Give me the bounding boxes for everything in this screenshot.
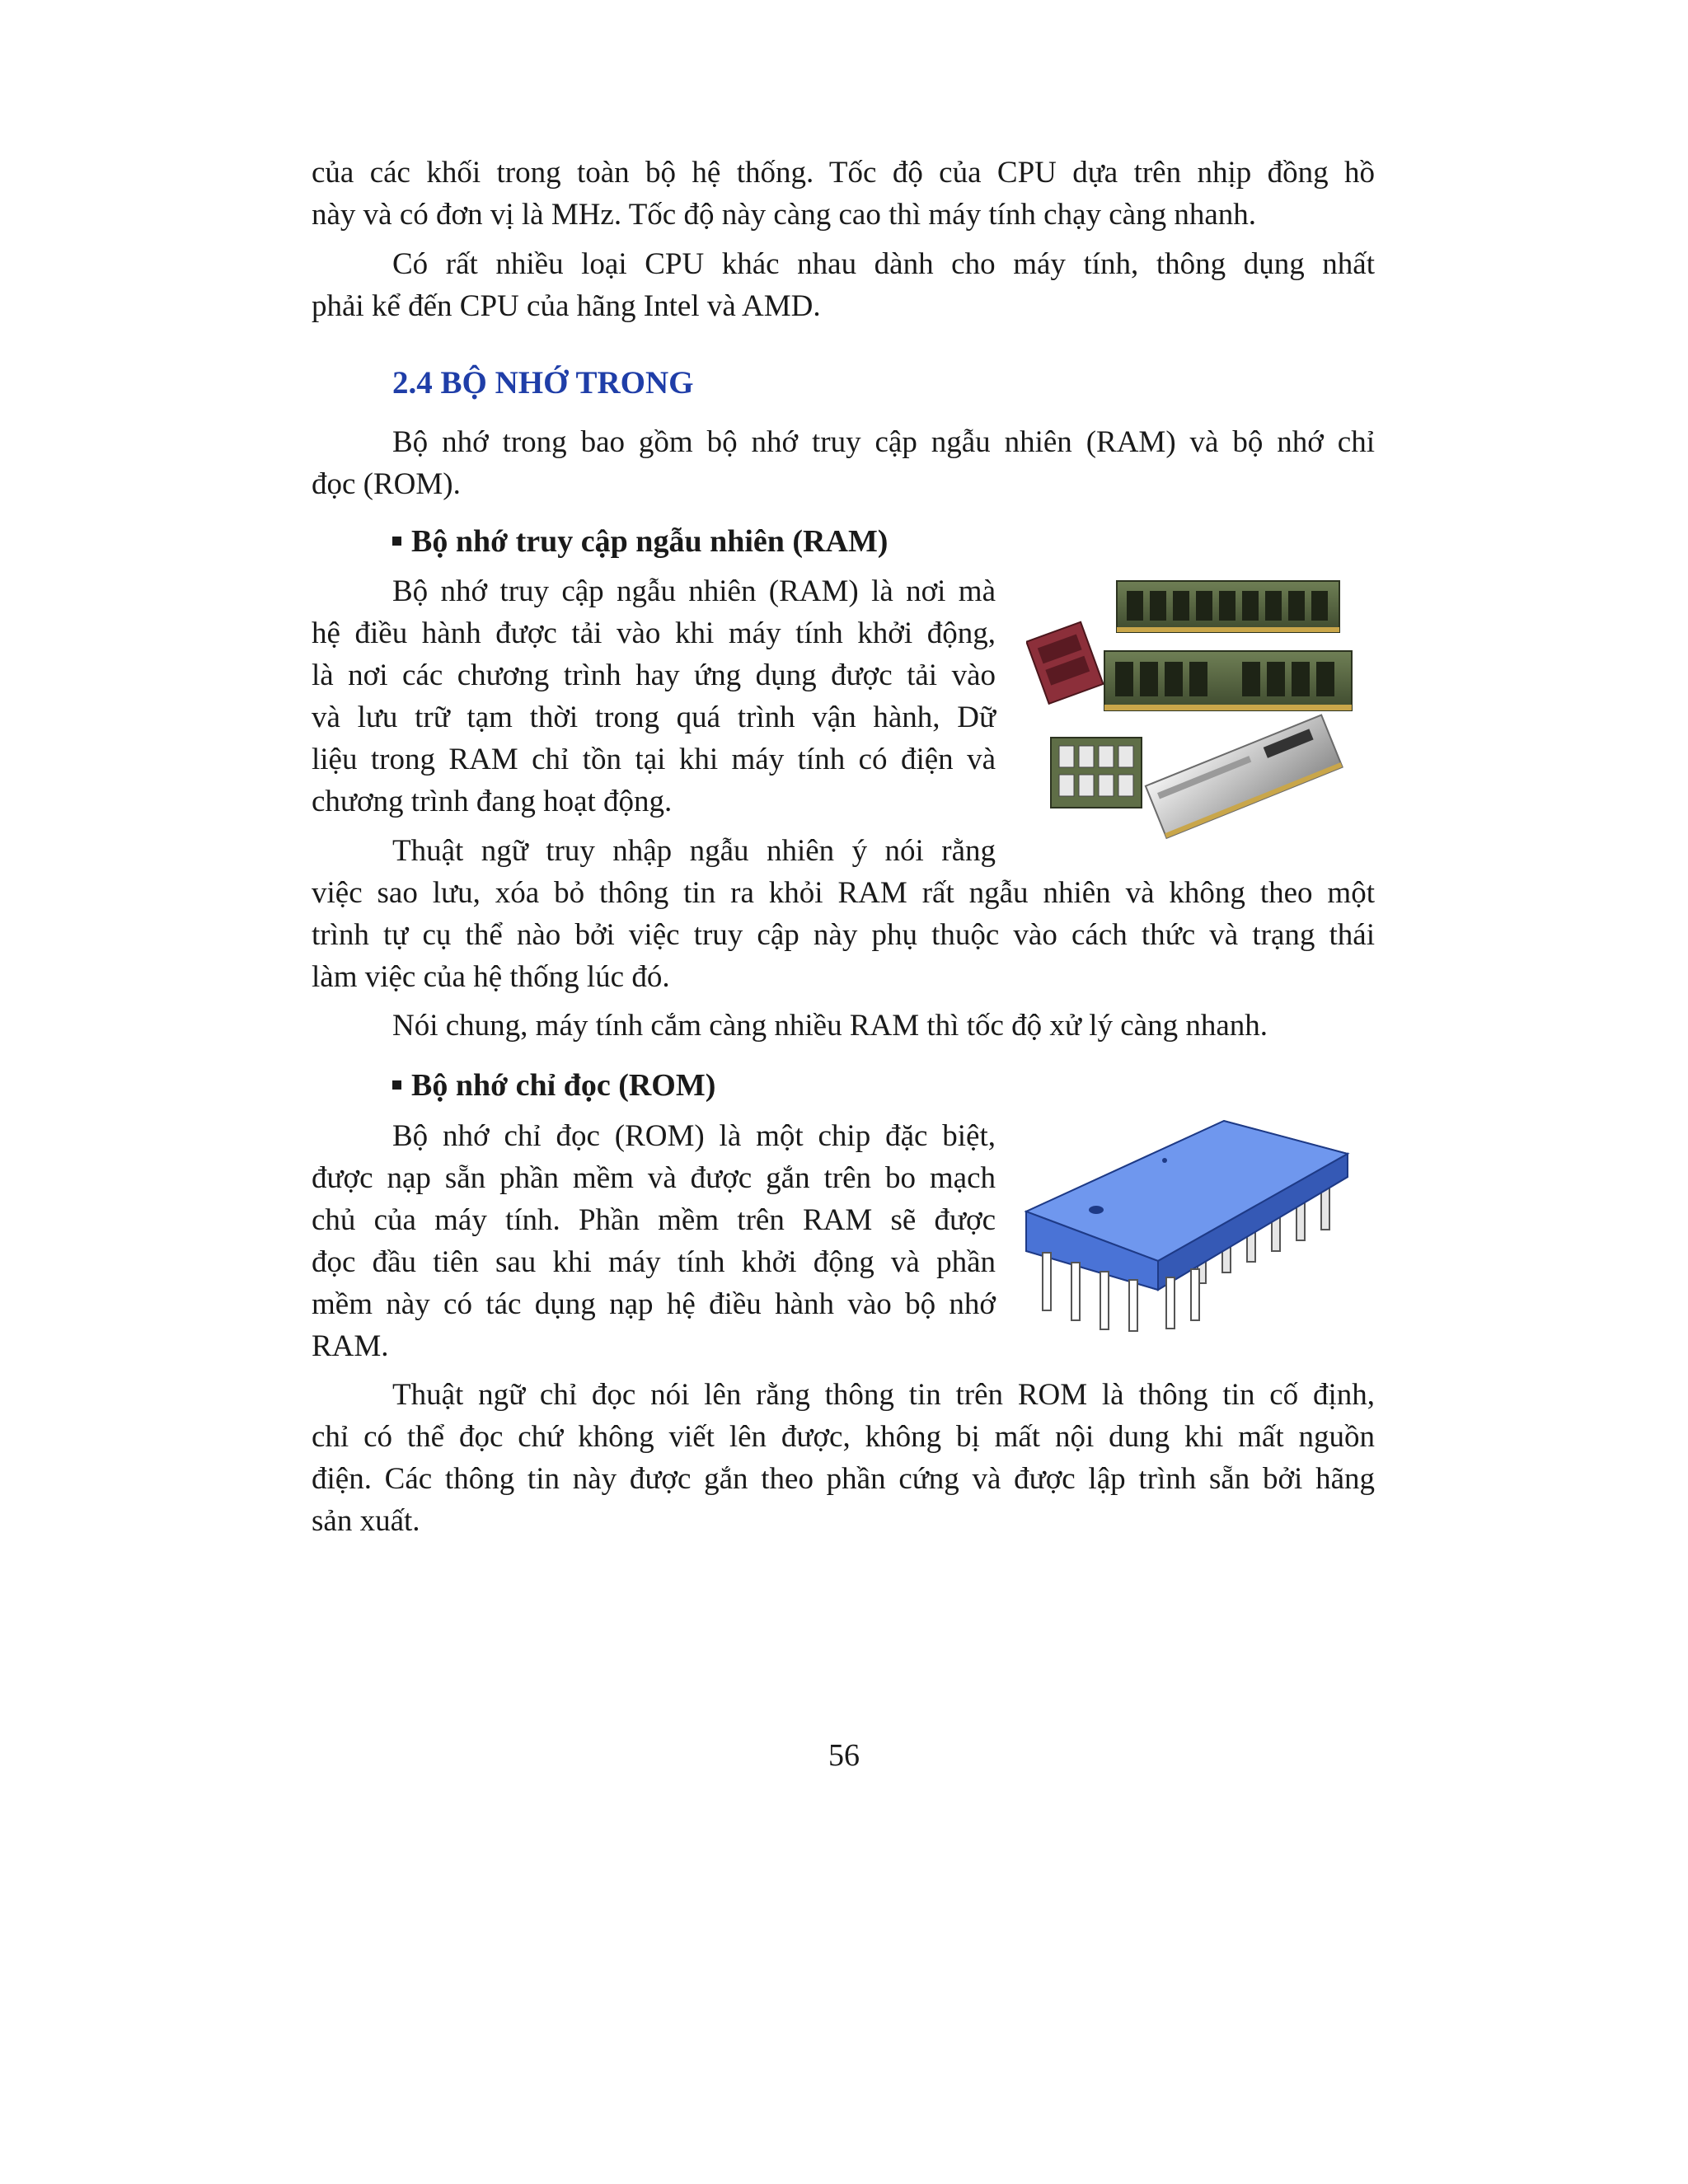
paragraph-line: Bộ nhớ chỉ đọc (ROM) là một chip đặc biệt, [392, 1119, 996, 1153]
paragraph-line: sản xuất. [312, 1504, 420, 1538]
paragraph-line: Bộ nhớ trong bao gồm bộ nhớ truy cập ngẫu nhiên (RAM) và bộ nhớ chỉ [392, 425, 1375, 459]
paragraph-line: Có rất nhiều loại CPU khác nhau dành cho máy tính, thông dụng nhất [392, 247, 1375, 281]
paragraph-line: Bộ nhớ truy cập ngẫu nhiên (RAM) là nơi mà [392, 574, 996, 608]
rom-chip-image [1018, 1113, 1364, 1335]
paragraph-line: hệ điều hành được tải vào khi máy tính khởi động, [312, 616, 996, 650]
rom-subheading-text: Bộ nhớ chỉ đọc (ROM) [411, 1068, 716, 1103]
paragraph-line: trình tự cụ thể nào bởi việc truy cập này phụ thuộc vào cách thức và trạng thái [312, 918, 1375, 952]
paragraph-line: chủ của máy tính. Phần mềm trên RAM sẽ được [312, 1203, 996, 1237]
paragraph-line: RAM. [312, 1329, 389, 1363]
ram-modules-image [1026, 573, 1372, 845]
paragraph-line: đọc đầu tiên sau khi máy tính khởi động và phần [312, 1245, 996, 1279]
bullet-square-icon [392, 537, 401, 546]
paragraph-line: liệu trong RAM chỉ tồn tại khi máy tính có điện và [312, 743, 996, 776]
paragraph-line: Nói chung, máy tính cắm càng nhiều RAM thì tốc độ xử lý càng nhanh. [392, 1009, 1268, 1043]
paragraph-line: chỉ có thể đọc chứ không viết lên được, không bị mất nội dung khi mất nguồn [312, 1420, 1375, 1454]
paragraph-line: Thuật ngữ truy nhập ngẫu nhiên ý nói rằng [392, 834, 996, 868]
paragraph-line: làm việc của hệ thống lúc đó. [312, 960, 670, 994]
paragraph-line: này và có đơn vị là MHz. Tốc độ này càng cao thì máy tính chạy càng nhanh. [312, 198, 1257, 232]
ram-subheading [392, 521, 888, 562]
rom-subheading [392, 1065, 715, 1106]
bullet-square-icon [392, 1080, 401, 1090]
paragraph-line: là nơi các chương trình hay ứng dụng được tải vào [312, 658, 996, 692]
paragraph-line: của các khối trong toàn bộ hệ thống. Tốc độ của CPU dựa trên nhịp đồng hồ [312, 156, 1375, 190]
paragraph-line: Thuật ngữ chỉ đọc nói lên rằng thông tin trên ROM là thông tin cố định, [392, 1378, 1375, 1412]
paragraph-line: đọc (ROM). [312, 467, 461, 501]
ram-subheading-text: Bộ nhớ truy cập ngẫu nhiên (RAM) [411, 524, 889, 559]
paragraph-line: mềm này có tác dụng nạp hệ điều hành vào bộ nhớ [312, 1287, 996, 1321]
paragraph-line: chương trình đang hoạt động. [312, 785, 673, 818]
paragraph-line: điện. Các thông tin này được gắn theo phần cứng và được lập trình sẵn bởi hãng [312, 1462, 1375, 1496]
paragraph-line: việc sao lưu, xóa bỏ thông tin ra khỏi RAM rất ngẫu nhiên và không theo một [312, 876, 1375, 910]
paragraph-line: phải kể đến CPU của hãng Intel và AMD. [312, 289, 821, 323]
paragraph-line: được nạp sẵn phần mềm và được gắn trên bo mạch [312, 1161, 996, 1195]
paragraph-line: và lưu trữ tạm thời trong quá trình vận hành, Dữ [312, 701, 996, 734]
page-number: 56 [828, 1738, 860, 1773]
section-heading: 2.4 BỘ NHỚ TRONG [392, 365, 694, 401]
